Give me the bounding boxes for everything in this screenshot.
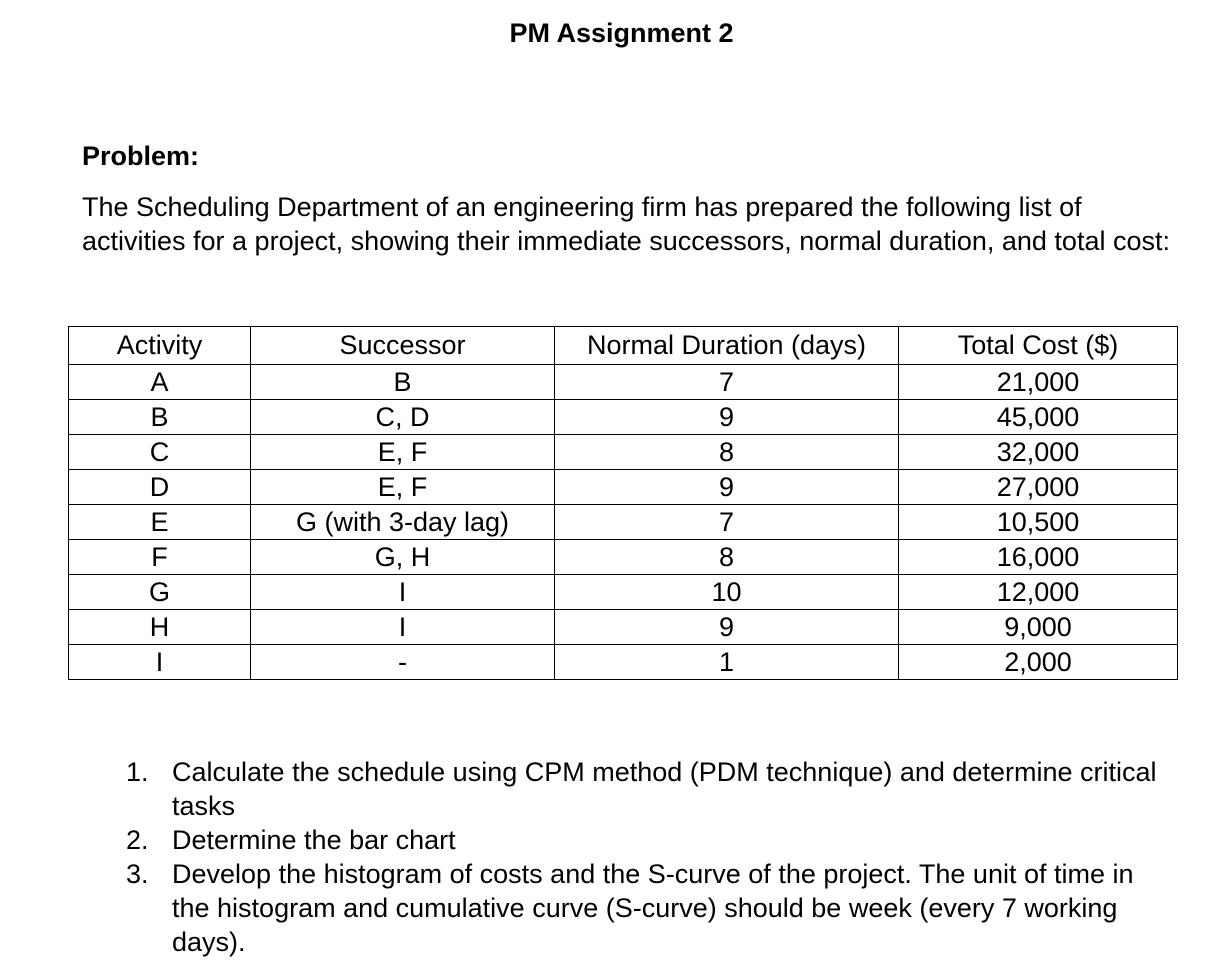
- successor-cell: I: [251, 575, 555, 610]
- table-row: [69, 505, 1178, 540]
- activity-cell: G: [69, 575, 251, 610]
- duration-cell: 9: [555, 470, 899, 505]
- cost-cell: 2,000: [899, 645, 1178, 680]
- cost-cell: 16,000: [899, 540, 1178, 575]
- activity-cell: D: [69, 470, 251, 505]
- table-row: [69, 400, 1178, 435]
- problem-heading: Problem:: [82, 141, 200, 171]
- duration-cell: 8: [555, 435, 899, 470]
- successor-cell: -: [251, 645, 555, 680]
- cost-cell: 12,000: [899, 575, 1178, 610]
- header-row: [69, 327, 1178, 365]
- task-list: [126, 755, 1176, 959]
- activity-cell: H: [69, 610, 251, 645]
- table-row: [69, 540, 1178, 575]
- successor-cell: E, F: [251, 435, 555, 470]
- table-header: [69, 327, 1178, 365]
- activity-cell: C: [69, 435, 251, 470]
- table-row: [69, 435, 1178, 470]
- successor-cell: B: [251, 365, 555, 400]
- task-number: 2.: [126, 825, 149, 855]
- task-text: Calculate the schedule using CPM method (PDM technique) and determine critical tasks: [172, 757, 1157, 821]
- duration-cell: 8: [555, 540, 899, 575]
- header-activity: Activity: [69, 327, 251, 365]
- document-title: PM Assignment 2: [509, 18, 734, 48]
- table-body: [69, 365, 1178, 680]
- activity-cell: I: [69, 645, 251, 680]
- table-row: [69, 610, 1178, 645]
- table-row: [69, 470, 1178, 505]
- cost-cell: 9,000: [899, 610, 1178, 645]
- activity-cell: E: [69, 505, 251, 540]
- activity-table: [68, 326, 1178, 680]
- duration-cell: 10: [555, 575, 899, 610]
- activity-cell: F: [69, 540, 251, 575]
- task-item: [126, 857, 1176, 959]
- cost-cell: 45,000: [899, 400, 1178, 435]
- successor-cell: I: [251, 610, 555, 645]
- cost-cell: 32,000: [899, 435, 1178, 470]
- duration-cell: 9: [555, 400, 899, 435]
- task-item: [126, 823, 1176, 857]
- successor-cell: G, H: [251, 540, 555, 575]
- problem-intro: The Scheduling Department of an engineering firm has prepared the following list of activities for a project, showing their immediate successors, normal duration, and total cost:: [82, 192, 1170, 256]
- duration-cell: 7: [555, 505, 899, 540]
- successor-cell: G (with 3-day lag): [251, 505, 555, 540]
- cost-cell: 10,500: [899, 505, 1178, 540]
- duration-cell: 7: [555, 365, 899, 400]
- cost-cell: 27,000: [899, 470, 1178, 505]
- table-row: [69, 365, 1178, 400]
- header-duration: Normal Duration (days): [555, 327, 899, 365]
- header-cost: Total Cost ($): [899, 327, 1178, 365]
- successor-cell: E, F: [251, 470, 555, 505]
- task-text: Determine the bar chart: [172, 825, 456, 855]
- duration-cell: 1: [555, 645, 899, 680]
- successor-cell: C, D: [251, 400, 555, 435]
- header-successor: Successor: [251, 327, 555, 365]
- task-number: 3.: [126, 859, 149, 889]
- duration-cell: 9: [555, 610, 899, 645]
- cost-cell: 21,000: [899, 365, 1178, 400]
- table-row: [69, 575, 1178, 610]
- activity-cell: A: [69, 365, 251, 400]
- activity-cell: B: [69, 400, 251, 435]
- task-item: [126, 755, 1176, 823]
- task-text: Develop the histogram of costs and the S-curve of the project. The unit of time in the histogram and cumulative curve (S-curve) should be week (every 7 working days).: [172, 859, 1134, 957]
- task-number: 1.: [126, 757, 149, 787]
- table-row: [69, 645, 1178, 680]
